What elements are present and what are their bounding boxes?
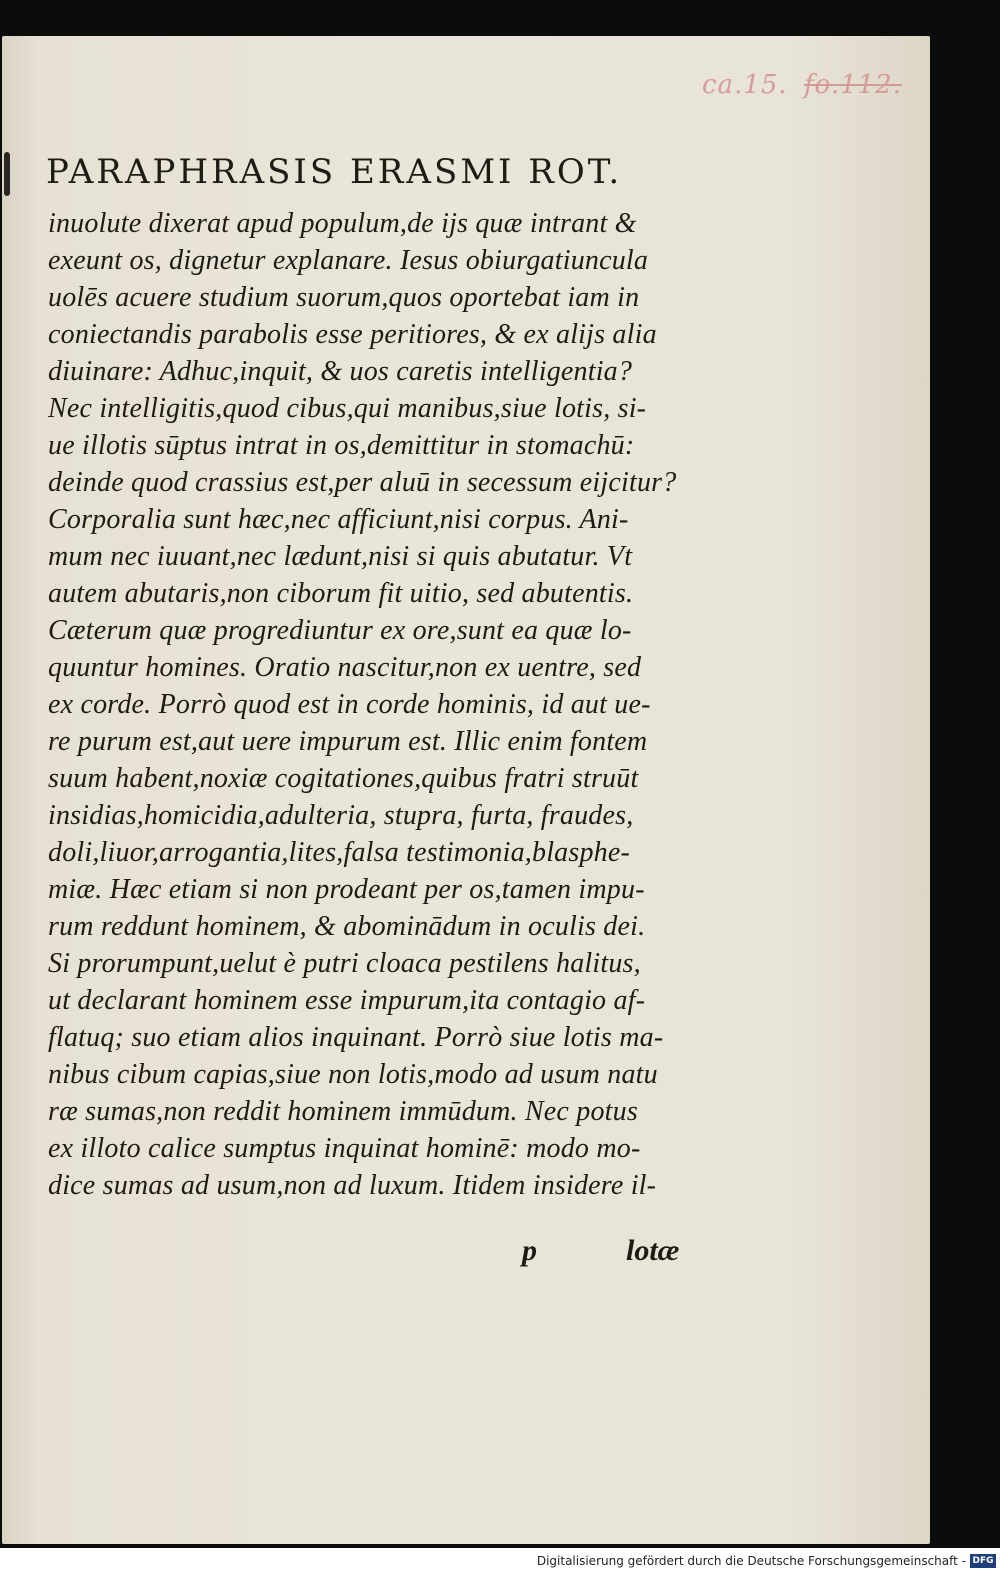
text-line: ex illoto calice sumptus inquinat hominē: modo mo- <box>48 1133 641 1164</box>
text-line: exeunt os, dignetur explanare. Iesus obiurgatiuncula <box>48 245 649 276</box>
text-line: doli,liuor,arrogantia,lites,falsa testimonia,blasphe- <box>48 837 631 868</box>
text-line: dice sumas ad usum,non ad luxum. Itidem insidere il- <box>48 1170 657 1201</box>
text-line: Si prorumpunt,uelut è putri cloaca pestilens halitus, <box>48 948 641 979</box>
text-line: coniectandis parabolis esse peritiores, & ex alijs alia <box>48 319 657 350</box>
text-line: autem abutaris,non ciborum fit uitio, sed abutentis. <box>48 578 634 609</box>
signature-mark: p <box>522 1234 537 1267</box>
text-line: ræ sumas,non reddit hominem immūdum. Nec potus <box>48 1096 638 1127</box>
running-head: PARAPHRASIS ERASMI ROT. <box>46 152 623 192</box>
text-line: diuinare: Adhuc,inquit, & uos caretis intelligentia? <box>48 356 633 387</box>
text-line: flatuq; suo etiam alios inquinant. Porrò siue lotis ma- <box>48 1022 664 1053</box>
text-line: deinde quod crassius est,per aluū in secessum eijcitur? <box>48 467 677 498</box>
digitization-footer <box>0 1548 1000 1576</box>
pencil-folio-note: fo.112. <box>804 70 902 100</box>
text-line: rum reddunt hominem, & abominādum in oculis dei. <box>48 911 646 942</box>
text-line: re purum est,aut uere impurum est. Illic enim fontem <box>48 726 648 757</box>
binding-edge-mark <box>4 152 10 196</box>
text-line: ue illotis sūptus intrat in os,demittitur in stomachū: <box>48 430 635 461</box>
footer-credit: Digitalisierung gefördert durch die Deutsche Forschungsgemeinschaft - <box>536 1554 966 1568</box>
text-line: Nec intelligitis,quod cibus,qui manibus,siue lotis, si- <box>48 393 647 424</box>
text-line: ut declarant hominem esse impurum,ita contagio af- <box>48 985 646 1016</box>
text-line: Cæterum quæ progrediuntur ex ore,sunt ea quæ lo- <box>48 615 632 646</box>
catchword: lotæ <box>626 1234 680 1267</box>
text-line: uolēs acuere studium suorum,quos oportebat iam in <box>48 282 640 313</box>
text-line: mum nec iuuant,nec lædunt,nisi si quis abutatur. Vt <box>48 541 633 572</box>
text-line: suum habent,noxiæ cogitationes,quibus fratri struūt <box>48 763 639 794</box>
text-line: insidias,homicidia,adulteria, stupra, furta, fraudes, <box>48 800 634 831</box>
pencil-chapter-note: ca.15. <box>702 70 788 100</box>
text-line: Corporalia sunt hæc,nec afficiunt,nisi corpus. Ani- <box>48 504 629 535</box>
text-line: nibus cibum capias,siue non lotis,modo ad usum natu <box>48 1059 658 1090</box>
body-text <box>48 205 688 1204</box>
text-line: inuolute dixerat apud populum,de ijs quæ intrant & <box>48 208 637 239</box>
text-line: ex corde. Porrò quod est in corde hominis, id aut ue- <box>48 689 651 720</box>
dfg-logo: DFG <box>970 1554 996 1568</box>
text-line: quuntur homines. Oratio nascitur,non ex uentre, sed <box>48 652 642 683</box>
text-line: miæ. Hæc etiam si non prodeant per os,tamen impu- <box>48 874 645 905</box>
